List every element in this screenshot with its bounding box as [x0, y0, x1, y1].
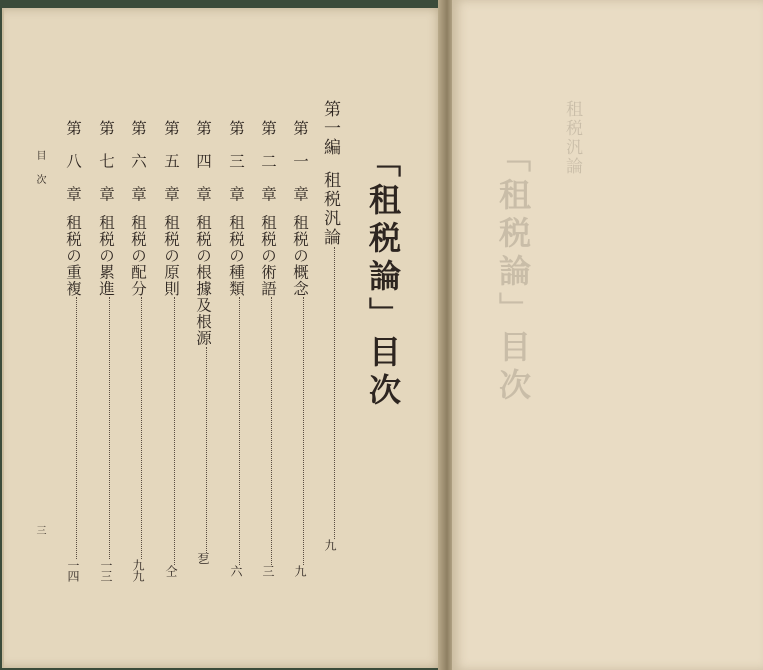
show-through-title: 「租税論」目次	[494, 140, 532, 406]
leader-dots	[334, 247, 336, 539]
chapter-page: 仝	[164, 565, 178, 576]
leader-dots	[239, 297, 241, 565]
chapter-number: 第 五 章	[162, 120, 180, 203]
chapter-title: 租税の根據及根源	[194, 214, 212, 347]
part-heading	[318, 100, 343, 550]
chapter-number: 第 八 章	[64, 120, 82, 203]
leader-dots	[303, 297, 305, 565]
chapter-page: 一三	[99, 559, 113, 581]
chapter-number: 第 三 章	[227, 120, 245, 203]
leader-dots	[206, 347, 208, 553]
page-folio: 三	[34, 525, 45, 535]
chapter-number: 第 六 章	[129, 120, 147, 203]
chapter-number: 第 七 章	[97, 120, 115, 203]
chapter-page: 九九	[131, 559, 145, 581]
toc-chapter-1[interactable]	[289, 120, 311, 576]
part-label: 第一編	[320, 100, 340, 157]
chapter-number: 第 二 章	[259, 120, 277, 203]
chapter-page: 三	[261, 565, 275, 576]
chapter-page: 六	[229, 565, 243, 576]
show-through-part: 租税汎論	[562, 100, 582, 176]
part-title: 租税汎論	[320, 171, 340, 247]
chapter-title: 租税の種類	[227, 214, 245, 297]
leader-dots	[76, 297, 78, 559]
toc-chapter-5[interactable]	[160, 120, 182, 576]
toc-chapter-8[interactable]	[62, 120, 84, 581]
toc-title: 「租税論」目次	[364, 145, 402, 411]
chapter-title: 租税の概念	[291, 214, 309, 297]
chapter-title: 租税の配分	[129, 214, 147, 297]
part-page: 九	[323, 539, 337, 550]
toc-chapter-2[interactable]	[257, 120, 279, 576]
chapter-title: 租税の原則	[162, 214, 180, 297]
leader-dots	[174, 297, 176, 565]
chapter-number: 第 一 章	[291, 120, 309, 203]
running-head: 目次	[34, 150, 45, 198]
leader-dots	[141, 297, 143, 559]
chapter-title: 租税の累進	[97, 214, 115, 297]
chapter-page: 一四	[66, 559, 80, 581]
toc-chapter-7[interactable]	[95, 120, 117, 581]
leader-dots	[109, 297, 111, 559]
leader-dots	[271, 297, 273, 565]
chapter-title: 租税の重複	[64, 214, 82, 297]
chapter-page: 九	[293, 565, 307, 576]
toc-chapter-3[interactable]	[225, 120, 247, 576]
chapter-title: 租税の術語	[259, 214, 277, 297]
toc-chapter-4[interactable]	[192, 120, 214, 564]
toc-chapter-6[interactable]	[127, 120, 149, 581]
chapter-number: 第 四 章	[194, 120, 212, 203]
chapter-page: 乭	[196, 552, 210, 564]
